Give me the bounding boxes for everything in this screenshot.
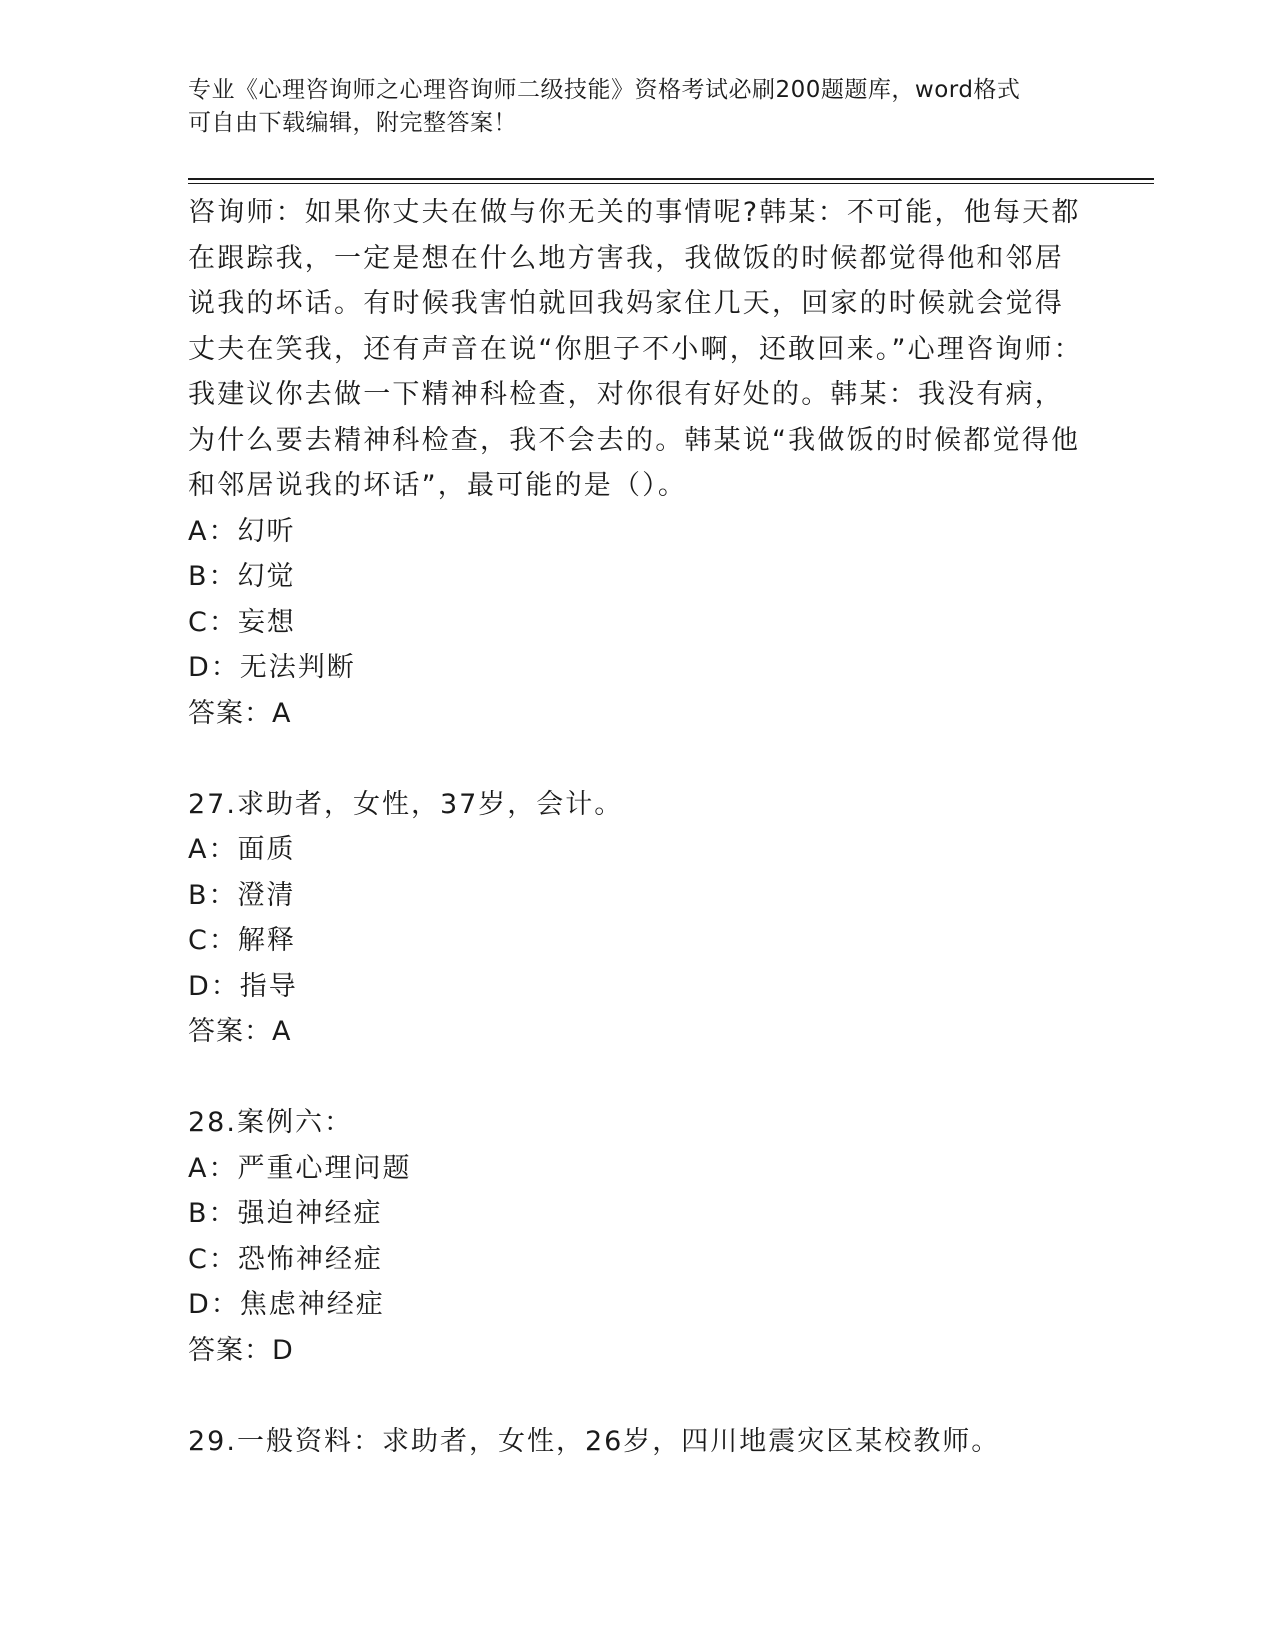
header-line-2: 可自由下载编辑，附完整答案！ bbox=[188, 110, 517, 136]
document-header bbox=[188, 74, 1068, 140]
question-27-option-a: A：面质 bbox=[188, 834, 296, 865]
question-28-option-b: B：强迫神经症 bbox=[188, 1198, 383, 1229]
question-26-option-d: D：无法判断 bbox=[188, 652, 356, 683]
question-26 bbox=[188, 190, 1088, 736]
question-26-text: 咨询师：如果你丈夫在做与你无关的事情呢?韩某：不可能，他每天都在跟踪我，一定是想在什么地方害我，我做饭的时候都觉得他和邻居说我的坏话。有时候我害怕就回我妈家住几天，回家的时候就会觉得丈夫在笑我，还有声音在说“你胆子不小啊，还敢回来。”心理咨询师：我建议你去做一下精神科检查，对你很有好处的。韩某：我没有病，为什么要去精神科检查，我不会去的。韩某说“我做饭的时候都觉得他和邻居说我的坏话”，最可能的是（）。 bbox=[188, 197, 1083, 501]
document-body bbox=[188, 190, 1088, 1464]
header-line-1: 专业《心理咨询师之心理咨询师二级技能》资格考试必刷200题题库，word格式 bbox=[188, 77, 1021, 103]
question-28-text: 28.案例六： bbox=[188, 1107, 353, 1138]
question-27-option-c: C：解释 bbox=[188, 925, 296, 956]
question-26-option-a: A：幻听 bbox=[188, 515, 296, 547]
question-28-option-a: A：严重心理问题 bbox=[188, 1152, 412, 1184]
question-29-text: 29.一般资料：求助者，女性，26岁，四川地震灾区某校教师。 bbox=[188, 1425, 1001, 1457]
header-divider-thin bbox=[188, 183, 1154, 184]
question-27-option-d: D：指导 bbox=[188, 970, 298, 1002]
question-26-answer: 答案：A bbox=[188, 697, 292, 729]
question-27-option-b: B：澄清 bbox=[188, 879, 296, 911]
question-28-answer: 答案：D bbox=[188, 1334, 294, 1366]
question-26-option-b: B：幻觉 bbox=[188, 561, 296, 592]
question-26-option-c: C：妄想 bbox=[188, 606, 296, 638]
question-29 bbox=[188, 1419, 1088, 1465]
question-28 bbox=[188, 1100, 1088, 1373]
header-divider-thick bbox=[188, 178, 1154, 180]
question-28-option-c: C：恐怖神经症 bbox=[188, 1243, 383, 1275]
question-28-option-d: D：焦虑神经症 bbox=[188, 1289, 385, 1320]
question-27-answer: 答案：A bbox=[188, 1016, 292, 1047]
question-27-text: 27.求助者，女性，37岁，会计。 bbox=[188, 788, 624, 820]
question-27 bbox=[188, 782, 1088, 1055]
